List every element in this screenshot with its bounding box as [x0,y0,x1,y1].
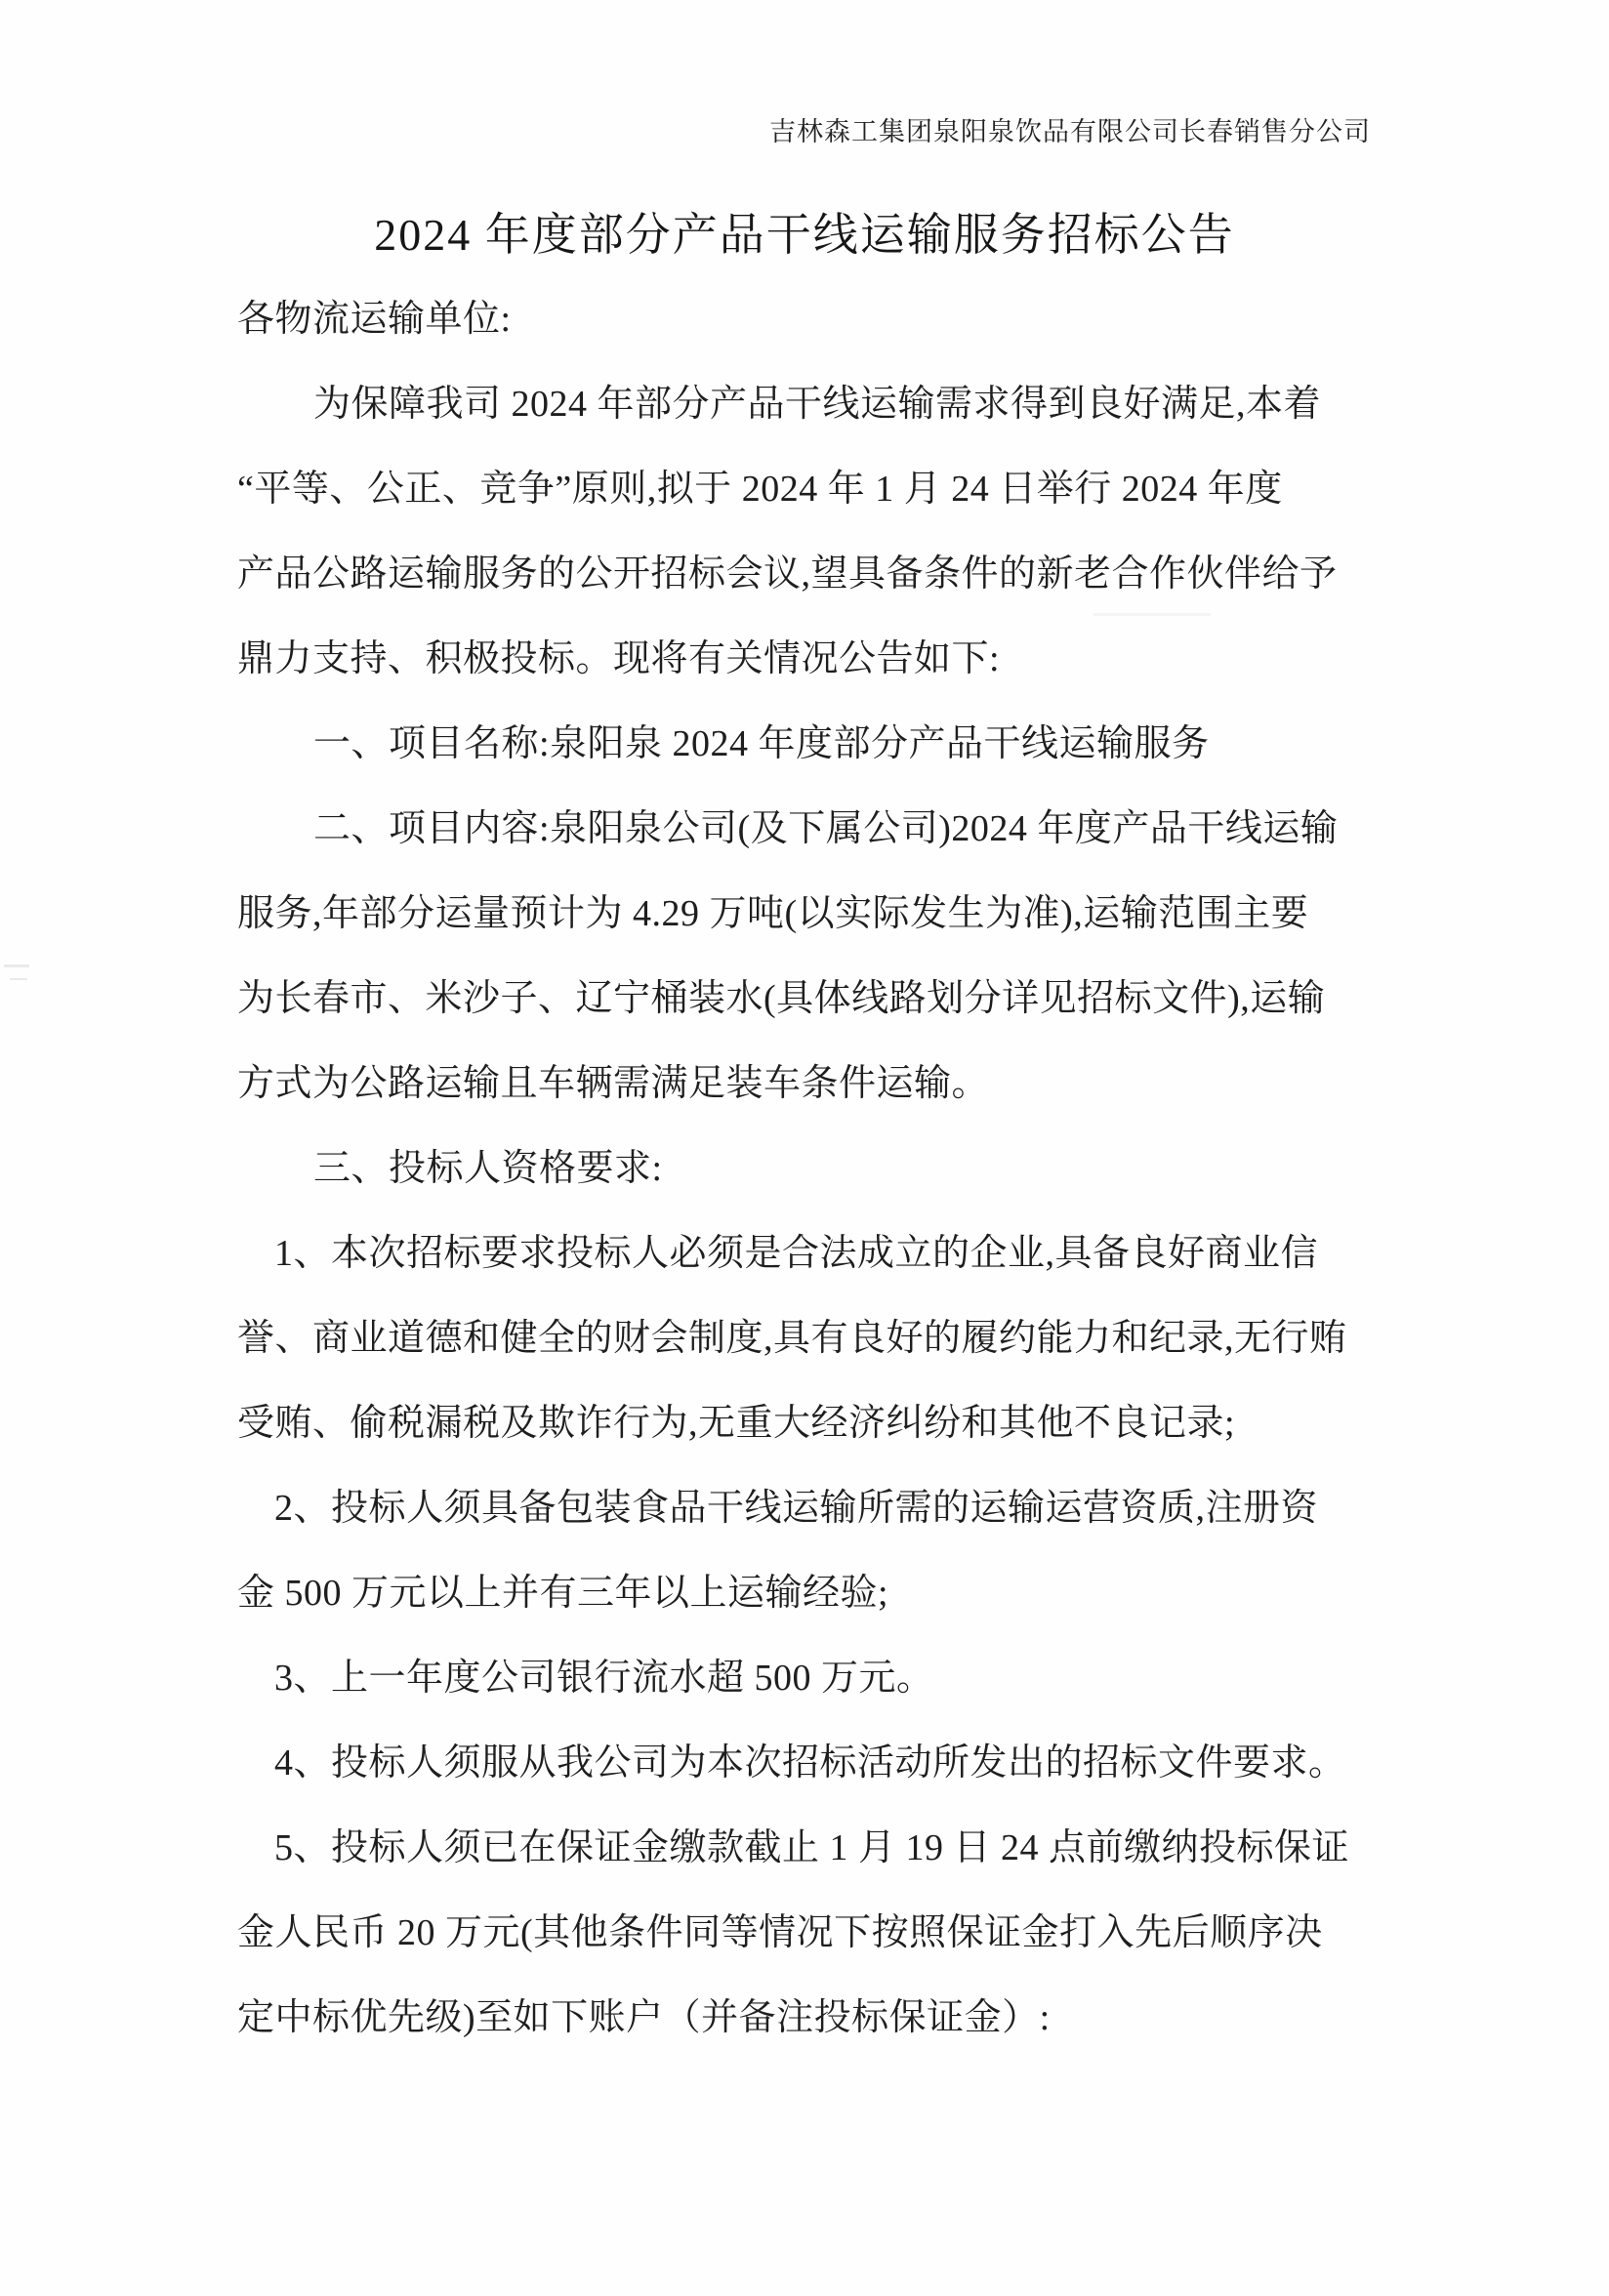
scan-artifact [4,964,29,967]
doc-line: 产品公路运输服务的公开招标会议,望具备条件的新老合作伙伴给予 [237,554,1338,594]
doc-line: 服务,年部分运量预计为 4.29 万吨(以实际发生为准),运输范围主要 [237,893,1309,934]
salutation-line: 各物流运输单位: [237,299,512,340]
page-title: 2024 年度部分产品干线运输服务招标公告 [374,210,1235,260]
requirement-5-line: 5、投标人须已在保证金缴款截止 1 月 19 日 24 点前缴纳投标保证 [274,1827,1350,1868]
scan-artifact [10,978,27,980]
doc-line: 金人民币 20 万元(其他条件同等情况下按照保证金打入先后顺序决 [237,1912,1323,1953]
company-header: 吉林森工集团泉阳泉饮品有限公司长春销售分公司 [769,117,1371,146]
doc-line: 鼎力支持、积极投标。现将有关情况公告如下: [237,638,1001,679]
doc-line: 受贿、偷税漏税及欺诈行为,无重大经济纠纷和其他不良记录; [237,1403,1236,1444]
doc-line: 方式为公路运输且车辆需满足装车条件运输。 [237,1063,990,1104]
doc-line: 定中标优先级)至如下账户（并备注投标保证金）: [237,1997,1051,2038]
section-item-2-line: 二、项目内容:泉阳泉公司(及下属公司)2024 年度产品干线运输 [313,808,1339,849]
requirement-2-line: 2、投标人须具备包装食品干线运输所需的运输运营资质,注册资 [274,1488,1319,1529]
requirement-1-line: 1、本次招标要求投标人必须是合法成立的企业,具备良好商业信 [274,1233,1319,1274]
requirement-3-line: 3、上一年度公司银行流水超 500 万元。 [274,1658,934,1699]
doc-line: 为长春市、米沙子、辽宁桶装水(具体线路划分详见招标文件),运输 [237,978,1326,1019]
doc-line: 金 500 万元以上并有三年以上运输经验; [237,1573,889,1614]
section-item-1-line: 一、项目名称:泉阳泉 2024 年度部分产品干线运输服务 [313,723,1210,764]
requirement-4-line: 4、投标人须服从我公司为本次招标活动所发出的招标文件要求。 [274,1742,1346,1784]
document-body [0,267,1609,2061]
section-item-3-line: 三、投标人资格要求: [313,1148,663,1189]
doc-line: 誉、商业道德和健全的财会制度,具有良好的履约能力和纪录,无行贿 [237,1318,1347,1359]
scan-artifact [1093,613,1211,616]
doc-line: 为保障我司 2024 年部分产品干线运输需求得到良好满足,本着 [313,384,1322,425]
doc-line: “平等、公正、竞争”原则,拟于 2024 年 1 月 24 日举行 2024 年度 [237,469,1283,510]
